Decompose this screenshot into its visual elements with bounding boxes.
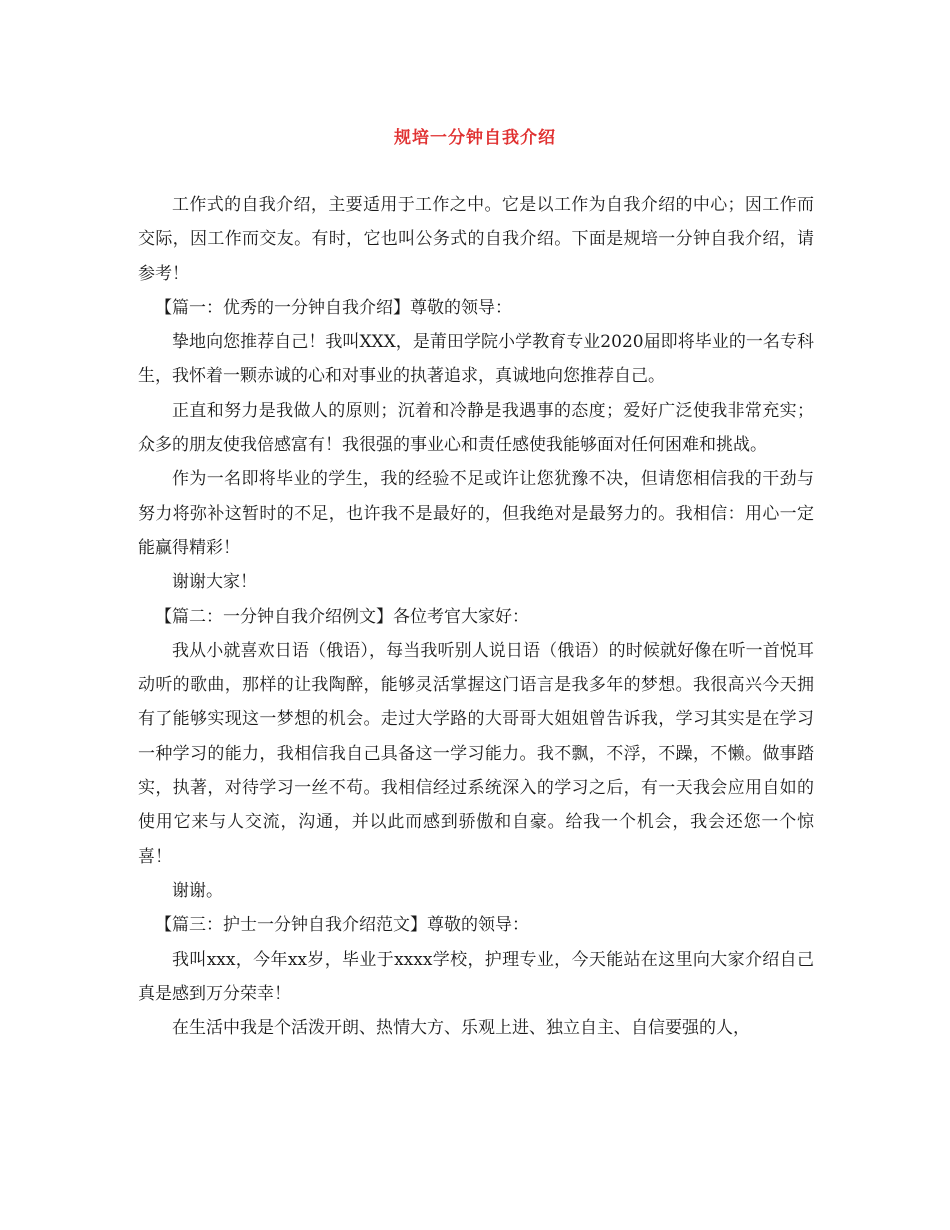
section-heading-3: 【篇三：护士一分钟自我介绍范文】尊敬的领导： <box>155 915 529 936</box>
section-heading-2: 【篇二：一分钟自我介绍例文】各位考官大家好： <box>155 606 529 627</box>
paragraph: 我叫xxx，今年xx岁，毕业于xxxx学校，护理专业，今天能站在这里向大家介绍自己真是感到万分荣幸！ <box>138 949 814 1004</box>
paragraph: 谢谢大家！ <box>172 572 257 593</box>
paragraph: 谢谢。 <box>172 880 223 901</box>
document-body <box>138 188 814 1045</box>
paragraph: 正直和努力是我做人的原则；沉着和冷静是我遇事的态度；爱好广泛使我非常充实；众多的朋友使我倍感富有！我很强的事业心和责任感使我能够面对任何困难和挑战。 <box>138 400 814 456</box>
paragraph: 在生活中我是个活泼开朗、热情大方、乐观上进、独立自主、自信要强的人， <box>172 1018 750 1039</box>
paragraph: 作为一名即将毕业的学生，我的经验不足或许让您犹豫不决，但请您相信我的干劲与努力将弥补这暂时的不足，也许我不是最好的，但我绝对是最努力的。我相信：用心一定能赢得精彩！ <box>138 469 814 558</box>
paragraph: 我从小就喜欢日语（俄语），每当我听别人说日语（俄语）的时候就好像在听一首悦耳动听的歌曲，那样的让我陶醉，能够灵活掌握这门语言是我多年的梦想。我很高兴今天拥有了能够实现这一梦想的机会。走过大学路的大哥哥大姐姐曾告诉我，学习其实是在学习一种学习的能力，我相信我自己具备这一学习能力。我不飘，不浮，不躁，不懒。做事踏实，执著，对待学习一丝不苟。我相信经过系统深入的学习之后，有一天我会应用自如的使用它来与人交流，沟通，并以此而感到骄傲和自豪。给我一个机会，我会还您一个惊喜！ <box>138 640 814 867</box>
section-heading-1: 【篇一：优秀的一分钟自我介绍】尊敬的领导： <box>155 297 512 318</box>
document-title: 规培一分钟自我介绍 <box>394 128 556 148</box>
paragraph: 挚地向您推荐自己！我叫XXX，是莆田学院小学教育专业2020届即将毕业的一名专科生，我怀着一颗赤诚的心和对事业的执著追求，真诚地向您推荐自己。 <box>138 332 814 387</box>
intro-paragraph: 工作式的自我介绍，主要适用于工作之中。它是以工作为自我介绍的中心；因工作而交际，因工作而交友。有时，它也叫公务式的自我介绍。下面是规培一分钟自我介绍，请参考！ <box>138 195 814 284</box>
